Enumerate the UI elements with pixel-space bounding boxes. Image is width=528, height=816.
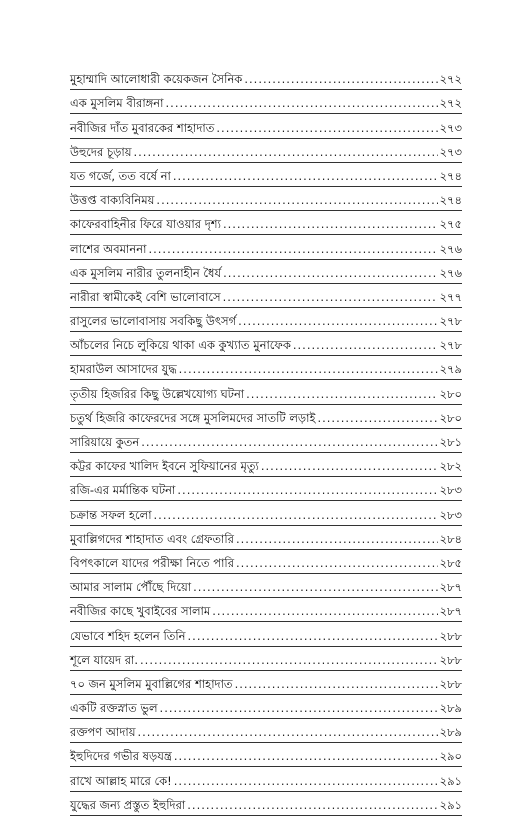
dot-leader [293,338,438,352]
toc-entry-page: ২৮৭ [439,604,462,619]
dot-leader [156,193,437,207]
toc-entry-page: ২৭৫ [439,217,462,232]
toc-entry[interactable] [70,767,462,791]
toc-entry-page: ২৮৮ [439,676,462,691]
toc-entry-title: হামরাউল আসাদের যুদ্ধ [70,362,177,377]
dot-leader [223,217,438,231]
dot-leader [166,96,438,110]
toc-entry-page: ২৮৯ [439,725,462,740]
toc-entry-title: চক্রান্ত সফল হলো [70,507,152,522]
dot-leader [177,483,437,497]
toc-entry-title: এক মুসলিম বীরাঙ্গনা [70,96,164,111]
toc-entry[interactable] [70,356,462,380]
toc-entry-page: ২৭৩ [439,144,462,159]
toc-entry-page: ২৮৪ [439,531,462,546]
toc-entry[interactable] [70,671,462,695]
toc-entry[interactable] [70,114,462,138]
toc-entry[interactable] [70,526,462,550]
toc-entry[interactable] [70,574,462,598]
toc-entry-title: লাশের অবমাননা [70,241,147,256]
toc-entry-title: আমার সালাম পৌঁছে দিয়ো [70,580,192,595]
toc-entry-title: কট্টর কাফের খালিদ ইবনে সুফিয়ানের মৃত্যু [70,459,259,474]
toc-entry[interactable] [70,550,462,574]
dot-leader [133,145,437,159]
dot-leader [137,725,437,739]
toc-entry-title: উহুদের চূড়ায় [70,144,132,159]
toc-entry-title: একটি রক্তস্নাত ভুল [70,701,158,716]
dot-leader [246,387,437,401]
toc-entry[interactable] [70,332,462,356]
dot-leader [193,580,438,594]
toc-entry[interactable] [70,235,462,259]
toc-entry-page: ২৭২ [439,96,462,111]
dot-leader [141,435,437,449]
toc-entry-page: ২৭৭ [439,289,462,304]
toc-entry-title: কাফেরবাহিনীর ফিরে যাওয়ার দৃশ্য [70,217,221,232]
toc-entry[interactable] [70,66,462,90]
dot-leader [244,72,437,86]
toc-entry[interactable] [70,695,462,719]
toc-entry[interactable] [70,380,462,404]
toc-entry-page: ২৭৯ [439,362,462,377]
toc-entry-title: নবীজির কাছে খুবাইবের সালাম [70,604,211,619]
toc-entry-page: ২৮১ [439,435,462,449]
toc-entry[interactable] [70,743,462,767]
toc-entry-title: যেভাবে শহিদ হলেন তিনি [70,628,186,643]
toc-entry-title: নারীরা স্বামীকেই বেশি ভালোবাসে [70,289,221,304]
dot-leader [216,121,437,135]
toc-entry-page: ২৯১ [439,773,462,788]
toc-entry-title: শূলে যায়েদ রা. [70,652,139,667]
dot-leader [174,749,438,763]
toc-entry-title: এক মুসলিম নারীর তুলনাহীন ধৈর্য [70,265,222,280]
toc-entry-title: রাসুলের ভালোবাসায় সবকিছু উৎসর্গ [70,314,237,329]
toc-entry-page: ২৮৩ [439,483,462,498]
toc-entry[interactable] [70,405,462,429]
toc-entry[interactable] [70,308,462,332]
toc-entry[interactable] [70,284,462,308]
dot-leader [154,508,438,522]
toc-entry-page: ২৮৮ [439,652,462,667]
toc-entry-page: ২৮০ [439,386,462,401]
toc-entry-page: ২৮৫ [439,555,462,570]
toc-entry-page: ২৯০ [439,749,462,764]
toc-entry-page: ২৮৮ [439,628,462,643]
toc-entry[interactable] [70,139,462,163]
toc-entry-page: ২৭৬ [439,241,462,256]
dot-leader [174,774,438,788]
toc-entry-page: ২৭৮ [439,314,462,329]
toc-entry[interactable] [70,453,462,477]
toc-entry[interactable] [70,187,462,211]
toc-entry-title: মুবাল্লিগদের শাহাদাত এবং গ্রেফতারি [70,531,234,546]
toc-entry-page: ২৭৩ [439,120,462,135]
toc-entry-page: ২৮০ [439,410,462,425]
toc-entry-title: রজি-এর মর্মান্তিক ঘটনা [70,483,176,498]
toc-entry-title: উত্তপ্ত বাক্যবিনিময় [70,193,155,208]
dot-leader [212,604,437,618]
toc-entry-page: ২৭২ [439,72,462,87]
toc-entry[interactable] [70,622,462,646]
dot-leader [140,653,438,667]
dot-leader [173,169,438,183]
toc-entry-title: সারিয়ায়ে কুতন [70,435,140,449]
toc-entry-title: বিপৎকালে যাদের পরীক্ষা নিতে পারি [70,555,235,570]
toc-entry-page: ২৮৩ [439,507,462,522]
toc-entry[interactable] [70,211,462,235]
dot-leader [188,629,438,643]
toc-entry-title: মুহাম্মাদি আলোধারী কয়েকজন সৈনিক [70,72,243,87]
toc-entry-page: ২৭৪ [439,193,462,208]
toc-entry-page: ২৯১ [439,797,462,812]
dot-leader [317,411,437,425]
table-of-contents [70,66,462,816]
toc-entry[interactable] [70,501,462,525]
dot-leader [223,266,437,280]
dot-leader [223,290,438,304]
dot-leader [160,701,438,715]
dot-leader [235,677,438,691]
toc-entry-title: আঁচলের নিচে লুকিয়ে থাকা এক কুখ্যাত মুনাফেক [70,338,291,353]
toc-entry[interactable] [70,719,462,743]
toc-entry[interactable] [70,792,462,816]
dot-leader [236,556,438,570]
dot-leader [238,314,437,328]
toc-entry-page: ২৭৬ [439,265,462,280]
dot-leader [187,798,437,812]
dot-leader [236,532,438,546]
toc-entry[interactable] [70,647,462,671]
toc-entry-title: চতুর্থ হিজরি কাফেরদের সঙ্গে মুসলিমদের সাতটি লড়াই [70,410,316,425]
toc-entry-page: ২৭৪ [439,168,462,183]
toc-entry-title: রাখে আল্লাহ মারে কে! [70,773,172,788]
toc-entry-page: ২৮৯ [439,701,462,716]
toc-entry[interactable] [70,260,462,284]
toc-entry[interactable] [70,90,462,114]
dot-leader [148,242,437,256]
toc-entry[interactable] [70,598,462,622]
toc-entry-title: ৭০ জন মুসলিম মুবাল্লিগের শাহাদাত [70,676,233,691]
toc-entry-title: তৃতীয় হিজরির কিছু উল্লেখযোগ্য ঘটনা [70,386,245,401]
toc-entry-title: যত গর্জে, তত বর্ষে না [70,168,171,183]
dot-leader [179,362,438,376]
toc-entry-title: ইহুদিদের গভীর ষড়যন্ত্র [70,749,172,764]
dot-leader [261,459,438,473]
toc-entry[interactable] [70,429,462,453]
toc-entry-page: ২৮৭ [439,580,462,595]
toc-entry-page: ২৭৮ [439,338,462,353]
toc-entry-title: রক্তপণ আদায় [70,725,136,740]
toc-entry-title: নবীজির দাঁত মুবারকের শাহাদাত [70,120,215,135]
toc-entry[interactable] [70,163,462,187]
toc-entry-title: যুদ্ধের জন্য প্রস্তুত ইহুদিরা [70,797,186,812]
toc-entry-page: ২৮২ [439,459,462,474]
toc-entry[interactable] [70,477,462,501]
